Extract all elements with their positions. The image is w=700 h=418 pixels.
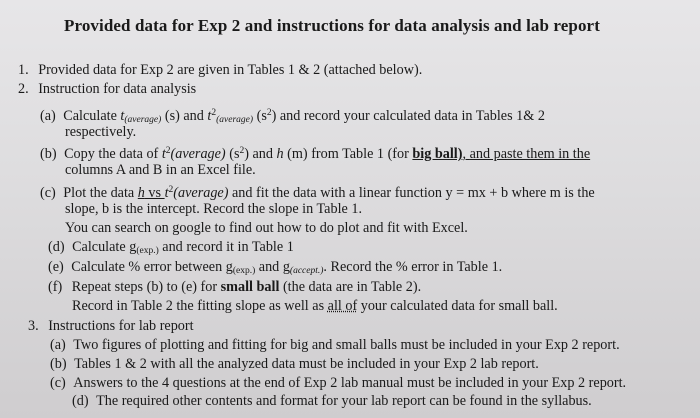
sub-item-2c-cont1: slope, b is the intercept. Record the slope in Table 1. xyxy=(65,201,363,217)
text: Calculate g xyxy=(72,239,137,255)
subscript: (accept.) xyxy=(289,266,324,276)
sub-text: Tables 1 & 2 with all the analyzed data must be included in your Exp 2 lab report. xyxy=(74,356,539,372)
text: t xyxy=(207,108,212,124)
superscript: 2 xyxy=(165,146,171,156)
list-item-2 xyxy=(18,80,196,98)
sub-label: (a) xyxy=(40,108,56,124)
subscript: (exp.) xyxy=(232,266,256,276)
sub-label: (d) xyxy=(72,393,89,409)
text: Plot the data xyxy=(63,185,138,201)
text: Copy the data of xyxy=(64,146,162,162)
sub-label: (b) xyxy=(50,356,67,372)
text: Calculate % error between g xyxy=(71,259,233,275)
superscript: 2 xyxy=(239,146,245,156)
superscript: 2 xyxy=(211,108,217,118)
sub-label: (e) xyxy=(48,259,64,275)
text: and record it in Table 1 xyxy=(158,239,294,255)
sub-item-3a xyxy=(50,336,620,354)
text: big ball) xyxy=(412,146,463,162)
text: (s xyxy=(225,146,240,162)
text: h xyxy=(137,185,145,201)
sub-item-2f xyxy=(48,278,421,296)
sub-item-2a-cont: respectively. xyxy=(65,124,137,140)
sub-label: (d) xyxy=(48,239,65,255)
text: and g xyxy=(255,259,290,275)
page-title: Provided data for Exp 2 and instructions for data analysis and lab report xyxy=(64,16,600,35)
sub-item-3b xyxy=(50,355,539,373)
text: t xyxy=(120,108,125,124)
sub-label: (c) xyxy=(50,375,66,391)
list-text: Instructions for lab report xyxy=(48,318,194,334)
superscript: 2 xyxy=(266,108,272,118)
text: (average) xyxy=(173,185,229,201)
text: ) and record your calculated data in Tables 1& 2 xyxy=(271,108,545,124)
sub-label: (c) xyxy=(40,185,56,201)
text: your calculated data for small ball. xyxy=(357,298,558,314)
text: , xyxy=(462,146,470,162)
sub-item-2e xyxy=(48,258,502,280)
sub-label: (a) xyxy=(50,337,66,353)
sub-text: Answers to the 4 questions at the end of Exp 2 lab manual must be included in your Exp 2 report. xyxy=(73,375,627,391)
sub-item-2f-cont xyxy=(72,297,558,315)
text: (s xyxy=(253,108,267,124)
text: all of xyxy=(327,298,358,314)
list-number: 1. xyxy=(18,62,29,78)
list-item-3 xyxy=(28,317,194,335)
list-text: Provided data for Exp 2 are given in Tables 1 & 2 (attached below). xyxy=(38,62,423,78)
subscript: (average) xyxy=(124,115,162,125)
text: Calculate xyxy=(63,108,121,124)
text: (s) and xyxy=(161,108,208,124)
text: h xyxy=(276,146,284,162)
sub-item-2d xyxy=(48,238,294,260)
text: . Record the % error in Table 1. xyxy=(323,259,503,275)
sub-item-3c xyxy=(50,374,626,392)
text: and paste them in the xyxy=(469,146,591,162)
sub-label: (b) xyxy=(40,146,57,162)
list-item-1 xyxy=(18,61,422,79)
superscript: 2 xyxy=(168,185,174,195)
subscript: (exp.) xyxy=(136,246,159,256)
text: t xyxy=(164,185,169,201)
text: vs xyxy=(144,185,165,201)
text: (m) from Table 1 (for xyxy=(283,146,413,162)
list-number: 3. xyxy=(28,318,39,334)
text: (the data are in Table 2). xyxy=(279,279,422,295)
text: t xyxy=(161,146,166,162)
sub-item-3d xyxy=(72,392,592,410)
text: small ball xyxy=(220,279,280,295)
text: (average) xyxy=(170,146,226,162)
sub-item-2b xyxy=(40,142,590,163)
sub-item-2c-cont2: You can search on google to find out how to do plot and fit with Excel. xyxy=(65,220,468,236)
sub-label: (f) xyxy=(48,279,63,295)
subscript: (average) xyxy=(216,115,254,125)
text: Repeat steps (b) to (e) for xyxy=(71,279,221,295)
text: and fit the data with a linear function y = mx + b where m is the xyxy=(228,185,595,201)
sub-text: The required other contents and format for your lab report can be found in the syllabus. xyxy=(96,393,592,409)
list-number: 2. xyxy=(18,81,29,97)
text: Record in Table 2 the fitting slope as well as xyxy=(72,298,328,314)
sub-item-2c xyxy=(40,181,595,202)
sub-item-2b-cont: columns A and B in an Excel file. xyxy=(65,162,256,178)
text: ) and xyxy=(244,146,277,162)
sub-text: Two figures of plotting and fitting for big and small balls must be included in your Exp 2 report. xyxy=(73,337,620,353)
list-text: Instruction for data analysis xyxy=(38,81,197,97)
